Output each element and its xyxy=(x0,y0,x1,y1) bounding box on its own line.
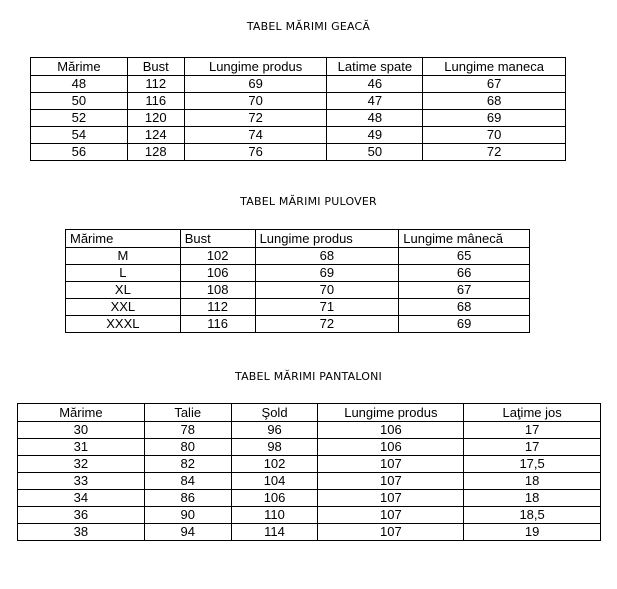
column-header: Lungime maneca xyxy=(423,58,566,76)
table-row xyxy=(31,127,566,144)
column-header: Bust xyxy=(180,230,255,248)
column-header: Bust xyxy=(127,58,184,76)
table-cell: 78 xyxy=(144,422,231,439)
table-cell: 69 xyxy=(184,76,327,93)
table-cell: 114 xyxy=(231,524,318,541)
table-cell: 124 xyxy=(127,127,184,144)
table-cell: 102 xyxy=(180,248,255,265)
table-cell: 48 xyxy=(31,76,128,93)
table-cell: 70 xyxy=(184,93,327,110)
pantaloni-table-title: TABEL MĂRIMI PANTALONI xyxy=(235,370,382,383)
table-cell: 108 xyxy=(180,282,255,299)
table-cell: 80 xyxy=(144,439,231,456)
table-row xyxy=(31,110,566,127)
column-header: Laţime jos xyxy=(464,404,601,422)
table-row xyxy=(66,265,530,282)
table-cell: 84 xyxy=(144,473,231,490)
table-cell: 107 xyxy=(318,524,464,541)
table-cell: 86 xyxy=(144,490,231,507)
table-cell: 96 xyxy=(231,422,318,439)
table-cell: 104 xyxy=(231,473,318,490)
table-cell: 74 xyxy=(184,127,327,144)
table-cell: 102 xyxy=(231,456,318,473)
column-header: Latime spate xyxy=(327,58,423,76)
table-cell: 17,5 xyxy=(464,456,601,473)
geaca-size-table xyxy=(30,57,566,161)
table-header-row xyxy=(66,230,530,248)
table-cell: 76 xyxy=(184,144,327,161)
table-cell: 106 xyxy=(318,439,464,456)
column-header: Lungime produs xyxy=(255,230,399,248)
table-cell: 70 xyxy=(255,282,399,299)
column-header: Mărime xyxy=(31,58,128,76)
table-cell: 116 xyxy=(180,316,255,333)
table-cell: 72 xyxy=(184,110,327,127)
table-cell: 38 xyxy=(18,524,145,541)
column-header: Şold xyxy=(231,404,318,422)
table-cell: XXXL xyxy=(66,316,181,333)
table-cell: XL xyxy=(66,282,181,299)
table-cell: M xyxy=(66,248,181,265)
table-cell: 106 xyxy=(318,422,464,439)
table-cell: 107 xyxy=(318,456,464,473)
pulover-size-table xyxy=(65,229,530,333)
column-header: Talie xyxy=(144,404,231,422)
table-cell: 72 xyxy=(423,144,566,161)
table-cell: 107 xyxy=(318,507,464,524)
table-cell: 31 xyxy=(18,439,145,456)
table-cell: 82 xyxy=(144,456,231,473)
table-cell: 18 xyxy=(464,473,601,490)
table-cell: 128 xyxy=(127,144,184,161)
table-row xyxy=(18,524,601,541)
table-cell: 50 xyxy=(31,93,128,110)
table-row xyxy=(18,439,601,456)
table-cell: 50 xyxy=(327,144,423,161)
table-cell: 68 xyxy=(399,299,530,316)
table-row xyxy=(18,490,601,507)
table-cell: 18,5 xyxy=(464,507,601,524)
table-cell: 49 xyxy=(327,127,423,144)
table-cell: 48 xyxy=(327,110,423,127)
pantaloni-size-table xyxy=(17,403,601,541)
table-cell: 107 xyxy=(318,490,464,507)
table-cell: 106 xyxy=(231,490,318,507)
table-cell: 36 xyxy=(18,507,145,524)
table-row xyxy=(31,93,566,110)
table-cell: 66 xyxy=(399,265,530,282)
table-row xyxy=(18,422,601,439)
table-row xyxy=(66,282,530,299)
table-cell: 68 xyxy=(423,93,566,110)
table-cell: 17 xyxy=(464,422,601,439)
table-cell: L xyxy=(66,265,181,282)
table-row xyxy=(66,248,530,265)
table-cell: 90 xyxy=(144,507,231,524)
table-cell: 67 xyxy=(399,282,530,299)
table-row xyxy=(31,144,566,161)
table-cell: 32 xyxy=(18,456,145,473)
geaca-table-title: TABEL MĂRIMI GEACĂ xyxy=(246,20,371,33)
table-cell: 47 xyxy=(327,93,423,110)
table-cell: 56 xyxy=(31,144,128,161)
table-cell: 54 xyxy=(31,127,128,144)
table-header-row xyxy=(31,58,566,76)
table-cell: 112 xyxy=(127,76,184,93)
pulover-table-title: TABEL MĂRIMI PULOVER xyxy=(240,195,377,208)
table-cell: 68 xyxy=(255,248,399,265)
column-header: Mărime xyxy=(18,404,145,422)
table-cell: 19 xyxy=(464,524,601,541)
column-header: Lungime produs xyxy=(318,404,464,422)
table-cell: 52 xyxy=(31,110,128,127)
table-cell: 34 xyxy=(18,490,145,507)
column-header: Mărime xyxy=(66,230,181,248)
table-row xyxy=(31,76,566,93)
table-row xyxy=(18,507,601,524)
column-header: Lungime produs xyxy=(184,58,327,76)
table-cell: 33 xyxy=(18,473,145,490)
table-cell: 30 xyxy=(18,422,145,439)
table-cell: 65 xyxy=(399,248,530,265)
table-cell: 69 xyxy=(423,110,566,127)
table-cell: 112 xyxy=(180,299,255,316)
table-cell: 46 xyxy=(327,76,423,93)
table-cell: 110 xyxy=(231,507,318,524)
table-cell: 18 xyxy=(464,490,601,507)
table-header-row xyxy=(18,404,601,422)
table-cell: 17 xyxy=(464,439,601,456)
table-row xyxy=(66,316,530,333)
table-cell: 69 xyxy=(255,265,399,282)
table-cell: 94 xyxy=(144,524,231,541)
table-row xyxy=(66,299,530,316)
table-row xyxy=(18,473,601,490)
table-cell: 72 xyxy=(255,316,399,333)
table-cell: 106 xyxy=(180,265,255,282)
table-cell: 98 xyxy=(231,439,318,456)
table-cell: XXL xyxy=(66,299,181,316)
table-cell: 70 xyxy=(423,127,566,144)
table-cell: 69 xyxy=(399,316,530,333)
table-cell: 71 xyxy=(255,299,399,316)
column-header: Lungime mânecă xyxy=(399,230,530,248)
table-cell: 120 xyxy=(127,110,184,127)
table-row xyxy=(18,456,601,473)
table-cell: 107 xyxy=(318,473,464,490)
table-cell: 67 xyxy=(423,76,566,93)
table-cell: 116 xyxy=(127,93,184,110)
